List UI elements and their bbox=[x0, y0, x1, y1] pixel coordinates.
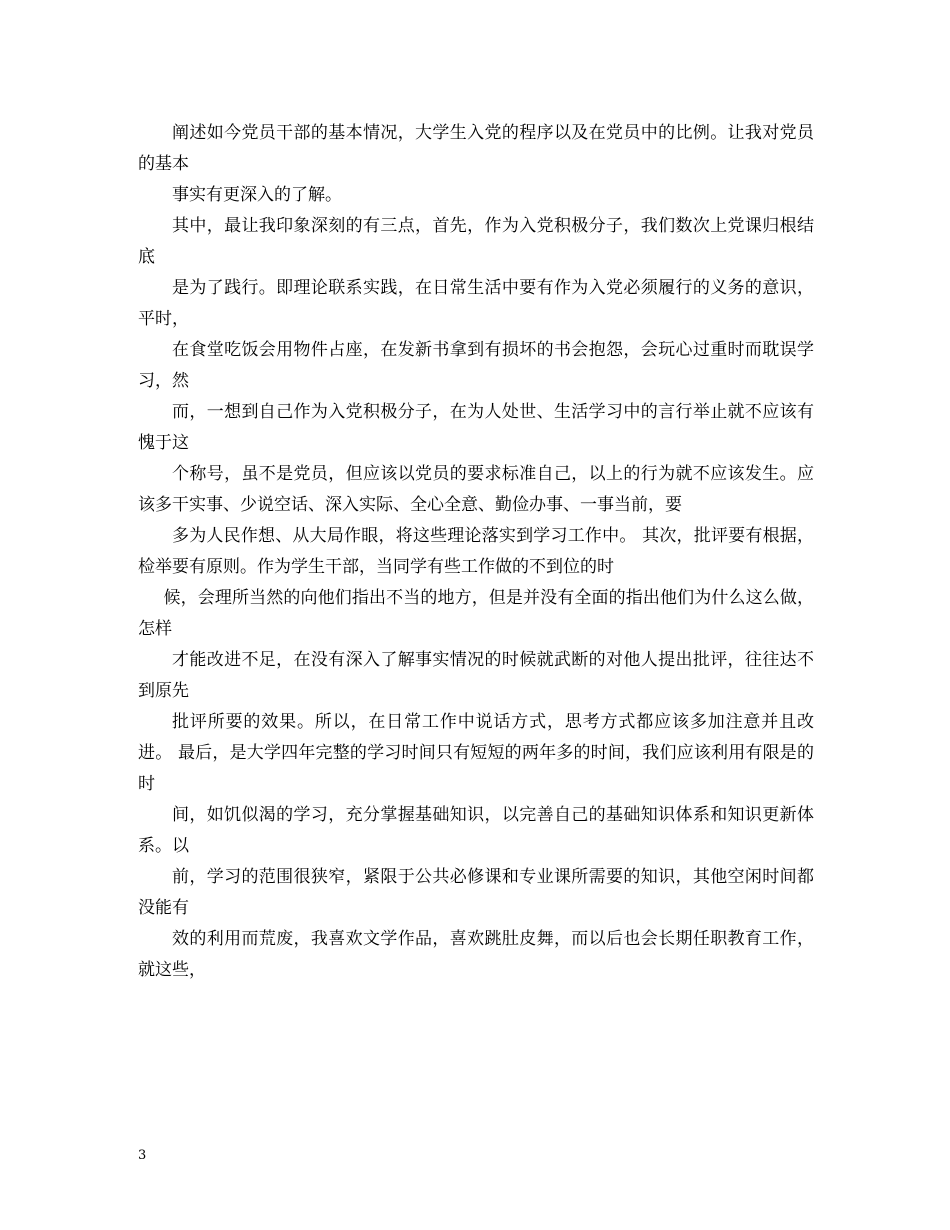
paragraph-5: 在食堂吃饭会用物件占座，在发新书拿到有损坏的书会抱怨，会玩心过重时而耽误学习，然 bbox=[138, 340, 814, 391]
page-number: 3 bbox=[138, 1148, 147, 1163]
paragraph-1: 阐述如今党员干部的基本情况，大学生入党的程序以及在党员中的比例。让我对党员的基本 bbox=[138, 123, 814, 174]
paragraph-2: 事实有更深入的了解。 bbox=[172, 185, 342, 205]
paragraph-10: 才能改进不足，在没有深入了解事实情况的时候就武断的对他人提出批评，往往达不到原先 bbox=[138, 650, 814, 701]
paragraph-14: 效的利用而荒废，我喜欢文学作品，喜欢跳肚皮舞，而以后也会长期任职教育工作，就这些， bbox=[138, 929, 814, 980]
paragraph-3: 其中，最让我印象深刻的有三点，首先，作为入党积极分子，我们数次上党课归根结底 bbox=[138, 216, 814, 267]
paragraph-13: 前，学习的范围很狭窄，紧限于公共必修课和专业课所需要的知识，其他空闲时间都没能有 bbox=[138, 867, 814, 918]
paragraph-12: 间，如饥似渴的学习，充分掌握基础知识，以完善自己的基础知识体系和知识更新体系。以 bbox=[138, 805, 814, 856]
paragraph-6: 而，一想到自己作为入党积极分子，在为人处世、生活学习中的言行举止就不应该有愧于这 bbox=[138, 402, 814, 453]
paragraph-11: 批评所要的效果。所以，在日常工作中说话方式，思考方式都应该多加注意并且改进。 最后，是大学四年完整的学习时间只有短短的两年多的时间，我们应该利用有限是的时 bbox=[138, 712, 814, 794]
body-text bbox=[138, 118, 814, 986]
paragraph-9: 候，会理所当然的向他们指出不当的地方，但是并没有全面的指出他们为什么这么做，怎样 bbox=[138, 588, 814, 639]
paragraph-8: 多为人民作想、从大局作眼，将这些理论落实到学习工作中。 其次，批评要有根据，检举要有原则。作为学生干部，当同学有些工作做的不到位的时 bbox=[138, 526, 814, 577]
paragraph-7: 个称号，虽不是党员，但应该以党员的要求标准自己，以上的行为就不应该发生。应该多干实事、少说空话、深入实际、全心全意、勤俭办事、一事当前，要 bbox=[138, 464, 814, 515]
paragraph-4: 是为了践行。即理论联系实践，在日常生活中要有作为入党必须履行的义务的意识，平时， bbox=[138, 278, 814, 329]
